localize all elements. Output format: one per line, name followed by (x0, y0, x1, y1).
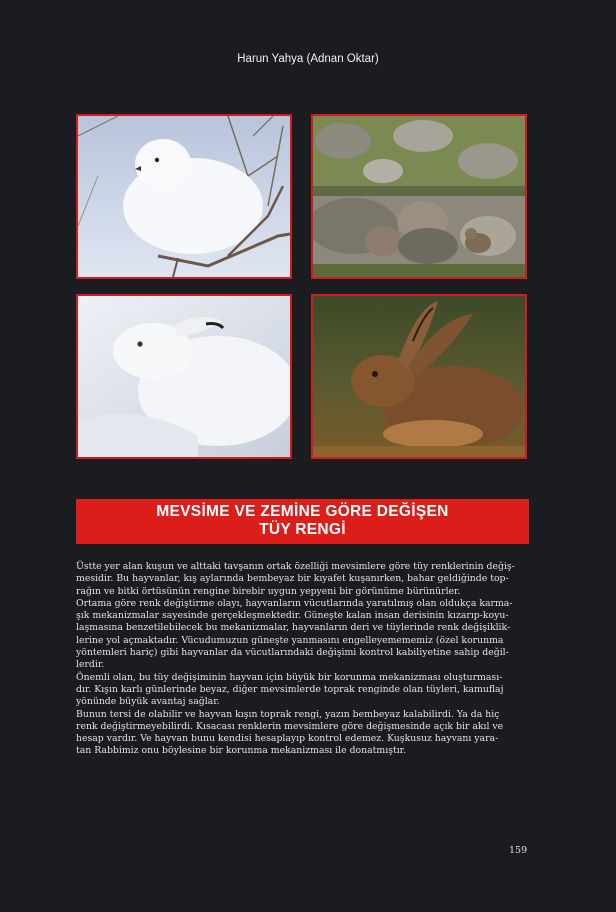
white-ptarmigan-image (78, 116, 290, 277)
text-line: Üstte yer alan kuşun ve alttaki tavşanın ortak özelliği mevsimlere göre tüy renklerinin değiş- (76, 561, 515, 572)
photo-white-hare (76, 294, 292, 459)
text-line: yönünde büyük avantaj sağlar. (76, 696, 220, 708)
text-line: lerdir. (76, 659, 105, 671)
brown-ptarmigan-image (313, 116, 525, 277)
section-title-line-1: MEVSİME VE ZEMİNE GÖRE DEĞİŞEN (156, 503, 449, 520)
text-line: Ortama göre renk değiştirme olayı, hayvanların vücutlarında yaratılmış olan oldukça karma- (76, 597, 513, 609)
page-number: 159 (509, 845, 528, 856)
text-line: rağın ve bitki örtüsünün rengine birebir uygun yepyeni bir görünüme bürünürler. (76, 585, 461, 597)
text-line: renk değiştirmeyebilirdi. Kısacası renklerin mevsimlere göre değişmesinde açık bir akıl ve (76, 720, 504, 732)
white-hare-image (78, 296, 290, 457)
text-line: lerine yol açmaktadır. Vücudumuzun güneşte yanmasını engelleyemememiz (özel korunma (76, 634, 504, 646)
text-line: mesidir. Bu hayvanlar, kış aylarında bembeyaz bir kıyafet kuşanırken, bahar geldiğinde top- (76, 573, 509, 585)
text-line: Bunun tersi de olabilir ve hayvan kışın toprak rengi, yazın bembeyaz kalabilirdi. Ya da hiç (76, 708, 500, 720)
text-line: laşmasına benzetilebilecek bu mekanizmalar, hayvanların deri ve tüylerinde renk değişiklik- (76, 622, 511, 634)
section-title-line-2: TÜY RENGİ (259, 521, 346, 538)
text-line: hesap vardır. Ve hayvan bunu kendisi hesaplayıp kontrol edemez. Kuşkusuz hayvanı yara- (76, 733, 499, 745)
body-text (76, 561, 531, 758)
photo-white-ptarmigan (76, 114, 292, 279)
section-title (76, 499, 529, 544)
text-line: tan Rabbimiz onu böylesine bir korunma mekanizması ile donatmıştır. (76, 745, 407, 757)
text-line: Önemli olan, bu tüy değişiminin hayvan için büyük bir korunma mekanizması oluşturması- (76, 671, 503, 683)
photo-brown-hare (311, 294, 527, 459)
book-author-header: Harun Yahya (Adnan Oktar) (237, 53, 379, 65)
text-line: dır. Kışın karlı günlerinde beyaz, diğer mevsimlerde toprak renginde olan tüyleri, kamuflaj (76, 683, 504, 695)
brown-hare-image (313, 296, 525, 457)
text-line: şık mekanizmalar sayesinde gerçekleşmektedir. Güneşte kalan insan derisinin kızarıp-koyu- (76, 610, 509, 622)
photo-brown-ptarmigan (311, 114, 527, 279)
text-line: yöntemleri hariç) gibi hayvanlar da vücutlarındaki değişimi kontrol kabiliyetine sahip değil- (76, 647, 509, 659)
